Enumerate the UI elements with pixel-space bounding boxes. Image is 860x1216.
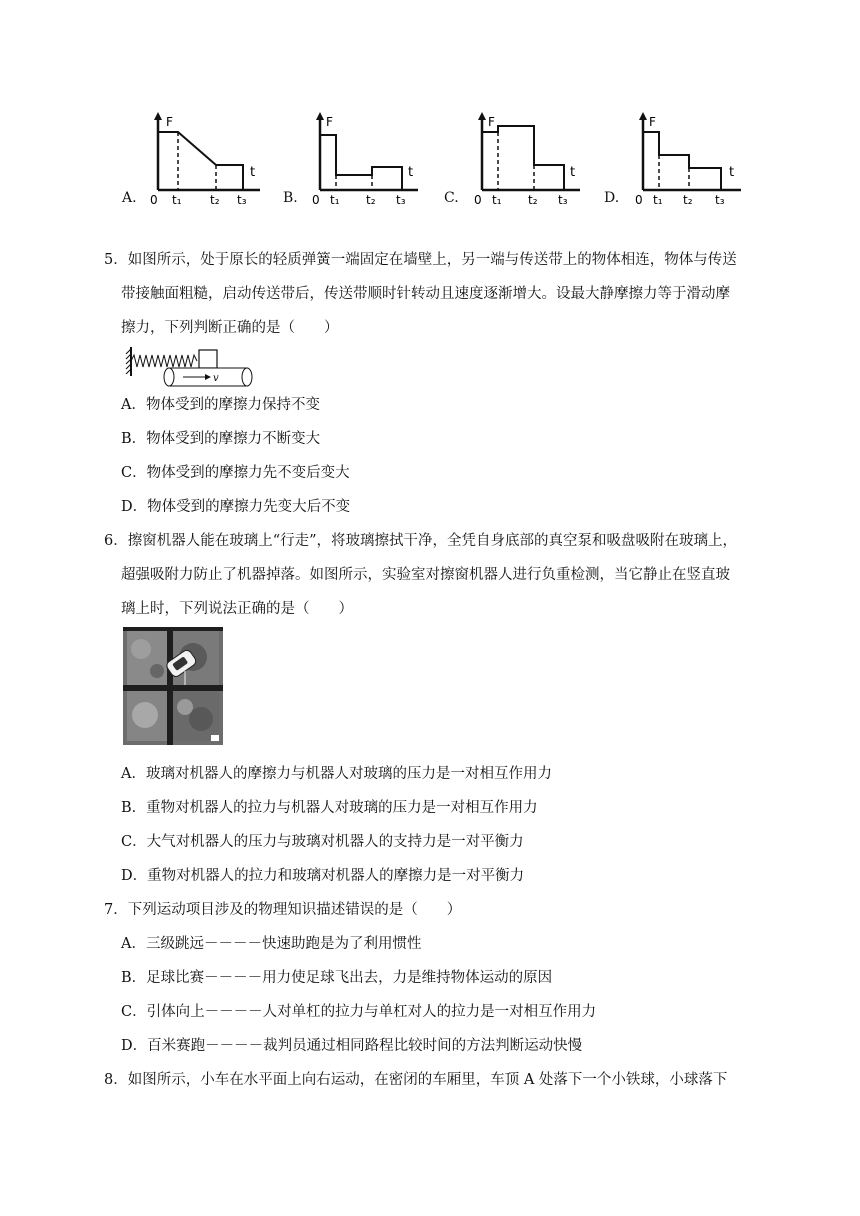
graph-c-letter: C.: [444, 190, 459, 206]
graph-d-tick-1: t₁: [653, 193, 663, 207]
q5-line-1: 5．如图所示，处于原长的轻质弹簧一端固定在墙壁上，另一端与传送带上的物体相连，物体与传送: [104, 252, 737, 268]
q5-line-3: 擦力，下列判断正确的是（ ）: [121, 320, 339, 336]
q5-option-a[interactable]: A．物体受到的摩擦力保持不变: [121, 397, 320, 413]
q7-option-b[interactable]: B．足球比赛－－－－用力使足球飞出去，力是维持物体运动的原因: [121, 970, 553, 986]
graph-d-tick-0: 0: [635, 193, 643, 207]
graph-a-tick-2: t₂: [210, 193, 220, 207]
q5-line-2: 带接触面粗糙，启动传送带后，传送带顺时针转动且速度逐渐增大。设最大静摩擦力等于滑动摩: [121, 286, 730, 302]
q6-option-b[interactable]: B．重物对机器人的拉力与机器人对玻璃的压力是一对相互作用力: [121, 800, 538, 816]
graph-c-x-label: t: [570, 165, 576, 180]
graph-c-tick-3: t₃: [558, 193, 568, 207]
q6-line-1: 6．擦窗机器人能在玻璃上“行走”，将玻璃擦拭干净，全凭自身底部的真空泵和吸盘吸附在玻璃上，: [104, 533, 738, 549]
graph-b-tick-2: t₂: [366, 193, 376, 207]
graph-b-x-label: t: [408, 165, 414, 180]
q6-option-a[interactable]: A．玻璃对机器人的摩擦力与机器人对玻璃的压力是一对相互作用力: [121, 766, 552, 782]
q6-option-c[interactable]: C．大气对机器人的压力与玻璃对机器人的支持力是一对平衡力: [121, 834, 524, 850]
graph-a-tick-0: 0: [150, 193, 158, 207]
graph-d: [625, 110, 805, 210]
graph-c-y-label: F: [488, 115, 495, 129]
window-robot-photo: [123, 627, 223, 745]
graph-c-tick-0: 0: [474, 193, 482, 207]
q7-line-1: 7．下列运动项目涉及的物理知识描述错误的是（ ）: [104, 902, 462, 918]
graph-b-letter: B.: [283, 190, 298, 206]
q6-line-2: 超强吸附力防止了机器掉落。如图所示，实验室对擦窗机器人进行负重检测，当它静止在竖直玻: [121, 567, 730, 583]
q6-line-3: 璃上时，下列说法正确的是（ ）: [121, 601, 353, 617]
graph-d-letter: D.: [604, 190, 620, 206]
graph-a-tick-3: t₃: [237, 193, 247, 207]
graph-b-y-label: F: [326, 115, 333, 129]
graph-a-tick-1: t₁: [172, 193, 182, 207]
q8-line-1: 8．如图所示，小车在水平面上向右运动，在密闭的车厢里，车顶 A 处落下一个小铁球，小球落下: [104, 1072, 728, 1088]
graph-a-y-label: F: [166, 115, 173, 129]
graph-c-tick-2: t₂: [528, 193, 538, 207]
q5-spring-belt-figure: [125, 346, 265, 388]
graph-c-tick-1: t₁: [492, 193, 502, 207]
velocity-label: v: [213, 373, 219, 384]
graph-a-letter: A.: [122, 190, 137, 206]
q7-option-c[interactable]: C．引体向上－－－－人对单杠的拉力与单杠对人的拉力是一对相互作用力: [121, 1004, 597, 1020]
q7-option-a[interactable]: A．三级跳远－－－－快速助跑是为了利用惯性: [121, 936, 422, 952]
graph-d-tick-3: t₃: [715, 193, 725, 207]
graph-d-y-label: F: [649, 115, 656, 129]
q6-option-d[interactable]: D．重物对机器人的拉力和玻璃对机器人的摩擦力是一对平衡力: [121, 868, 525, 884]
graph-b-tick-1: t₁: [330, 193, 340, 207]
q5-option-b[interactable]: B．物体受到的摩擦力不断变大: [121, 431, 321, 447]
graph-d-tick-2: t₂: [683, 193, 693, 207]
q5-option-c[interactable]: C．物体受到的摩擦力先不变后变大: [121, 465, 350, 481]
graph-b-tick-3: t₃: [396, 193, 406, 207]
graph-b-tick-0: 0: [312, 193, 320, 207]
graph-d-x-label: t: [729, 165, 735, 180]
q7-option-d[interactable]: D．百米赛跑－－－－裁判员通过相同路程比较时间的方法判断运动快慢: [121, 1038, 583, 1054]
q5-option-d[interactable]: D．物体受到的摩擦力先变大后不变: [121, 499, 351, 515]
graph-a-x-label: t: [250, 165, 256, 180]
